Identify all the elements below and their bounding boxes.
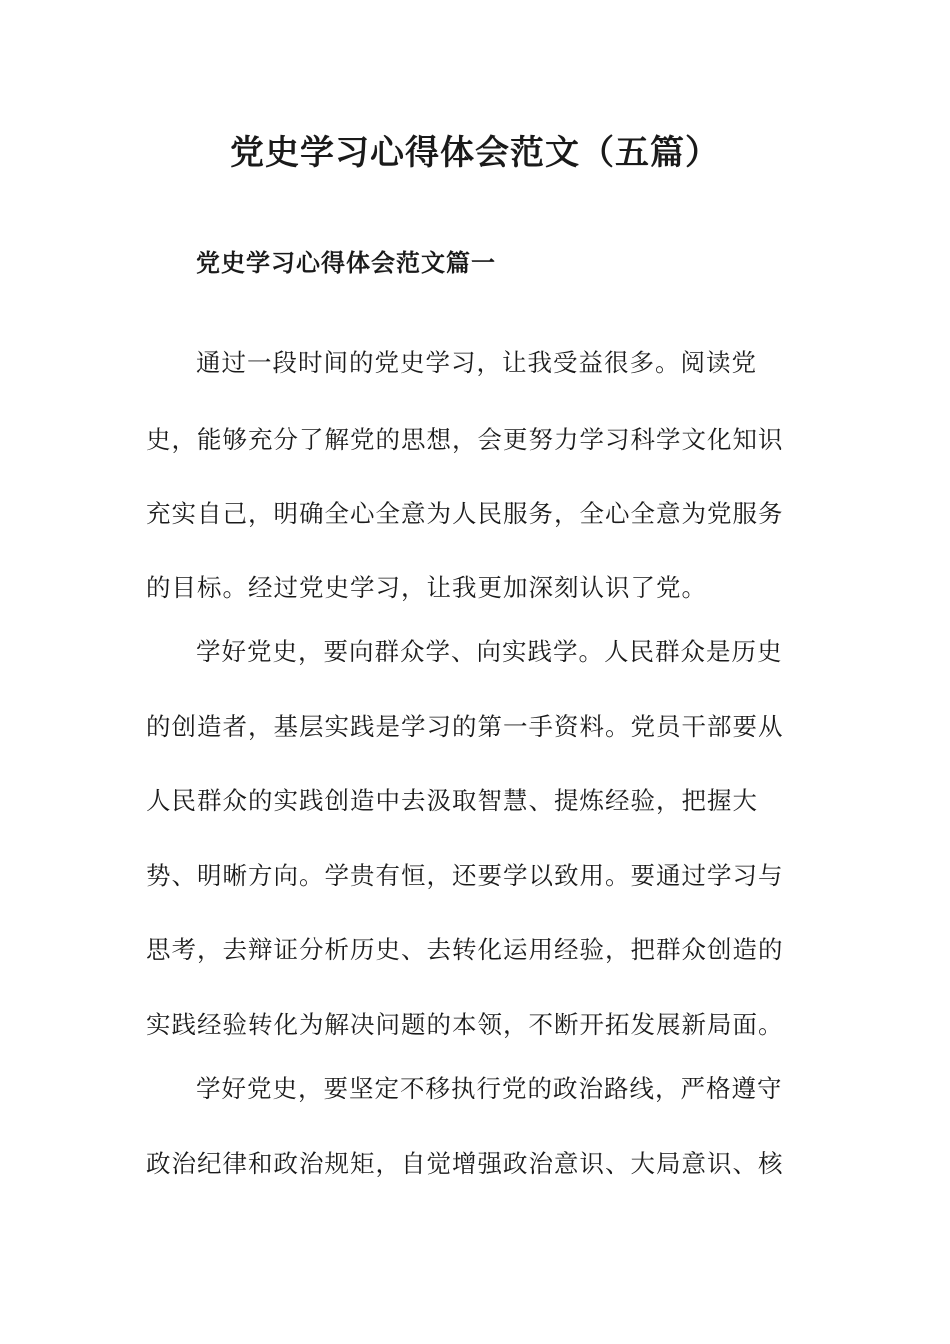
body-line-1: 通过一段时间的党史学习，让我受益很多。阅读党 — [196, 348, 757, 377]
body-line-7: 人民群众的实践创造中去汲取智慧、提炼经验，把握大 — [146, 786, 758, 815]
body-line-5: 学好党史，要向群众学、向实践学。人民群众是历史 — [196, 637, 783, 666]
body-line-2: 史，能够充分了解党的思想，会更努力学习科学文化知识 — [146, 425, 784, 454]
body-line-4: 的目标。经过党史学习，让我更加深刻认识了党。 — [146, 573, 707, 602]
body-line-8: 势、明晰方向。学贵有恒，还要学以致用。要通过学习与 — [146, 861, 784, 890]
body-line-9: 思考，去辩证分析历史、去转化运用经验，把群众创造的 — [146, 935, 784, 964]
section-heading: 党史学习心得体会范文篇一 — [196, 249, 496, 277]
body-line-6: 的创造者，基层实践是学习的第一手资料。党员干部要从 — [146, 712, 784, 741]
body-line-3: 充实自己，明确全心全意为人民服务，全心全意为党服务 — [146, 499, 784, 528]
document-title: 党史学习心得体会范文（五篇） — [230, 133, 720, 173]
body-line-10: 实践经验转化为解决问题的本领，不断开拓发展新局面。 — [146, 1010, 784, 1039]
body-line-12: 政治纪律和政治规矩，自觉增强政治意识、大局意识、核 — [146, 1149, 784, 1178]
body-line-11: 学好党史，要坚定不移执行党的政治路线，严格遵守 — [196, 1074, 783, 1103]
